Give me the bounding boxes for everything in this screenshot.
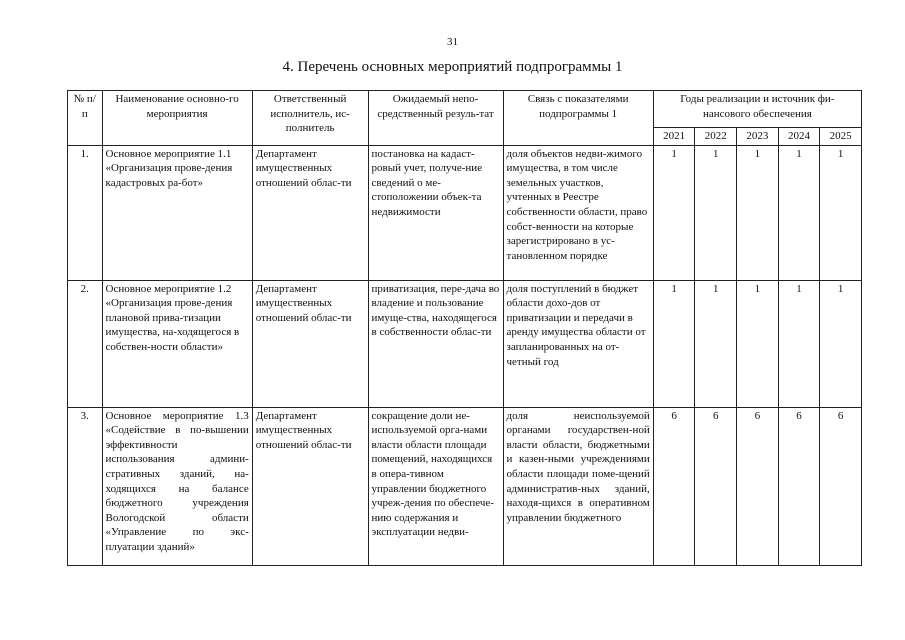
year-value: 1	[778, 145, 820, 280]
row-number: 3.	[68, 407, 103, 565]
year-value: 1	[737, 145, 779, 280]
table-row	[68, 407, 862, 565]
row-number: 1.	[68, 145, 103, 280]
header-year: 2021	[653, 128, 695, 146]
year-value: 1	[695, 145, 737, 280]
header-year: 2025	[820, 128, 862, 146]
year-value: 6	[778, 407, 820, 565]
year-value: 1	[653, 145, 695, 280]
header-year: 2022	[695, 128, 737, 146]
executor: Департамент имущественных отношений облас-ти	[252, 280, 368, 407]
document-title: 4. Перечень основных мероприятий подпрограммы 1	[282, 59, 623, 75]
year-value: 1	[820, 145, 862, 280]
expected-result: приватизация, пере-дача во владение и пользование имуще-ства, находящегося в собственности облас-ти	[368, 280, 503, 407]
indicator-link: доля объектов недви-жимого имущества, в том числе земельных участков, учтенных в Реестре собственности области, право собст-венности на которые зарегистрировано в ус-тановленном порядке	[503, 145, 653, 280]
expected-result: сокращение доли не-используемой орга-нами власти области площади помещений, находящихся в опера-тивном управлении бюджетного учреж-дения по обеспече-нию содержания и эксплуатации недви-	[368, 407, 503, 565]
year-value: 6	[820, 407, 862, 565]
year-value: 6	[653, 407, 695, 565]
header-executor: Ответственный исполнитель, ис-полнитель	[252, 91, 368, 146]
year-value: 1	[820, 280, 862, 407]
year-value: 6	[737, 407, 779, 565]
header-years-group: Годы реализации и источник фи-нансового обеспечения	[653, 91, 861, 128]
header-activity-name: Наименование основно-го мероприятия	[102, 91, 252, 146]
row-number: 2.	[68, 280, 103, 407]
executor: Департамент имущественных отношений облас-ти	[252, 145, 368, 280]
activities-table	[67, 90, 862, 566]
table-row	[68, 280, 862, 407]
header-year: 2024	[778, 128, 820, 146]
year-value: 1	[695, 280, 737, 407]
indicator-link: доля неиспользуемой органами государствен-ной власти области, бюджетными и казен-ными учреждениями области площади поме-щений административ-ных зданий, находя-щихся в оперативном управлении бюджетного	[503, 407, 653, 565]
year-value: 1	[653, 280, 695, 407]
executor: Департамент имущественных отношений облас-ти	[252, 407, 368, 565]
year-value: 6	[695, 407, 737, 565]
activity-name: Основное мероприятие 1.1 «Организация прове-дения кадастровых ра-бот»	[102, 145, 252, 280]
expected-result: постановка на кадаст-ровый учет, получе-ние сведений о ме-стоположении объек-та недвижимости	[368, 145, 503, 280]
indicator-link: доля поступлений в бюджет области дохо-дов от приватизации и передачи в аренду имущества области от запланированных на от-четный год	[503, 280, 653, 407]
page-number: 31	[447, 36, 458, 48]
table-row	[68, 145, 862, 280]
header-year: 2023	[737, 128, 779, 146]
activity-name: Основное мероприятие 1.2 «Организация прове-дения плановой прива-тизации имущества, на-ходящегося в собствен-ности области»	[102, 280, 252, 407]
header-num: № п/п	[68, 91, 103, 146]
header-indicator-link: Связь с показателями подпрограммы 1	[503, 91, 653, 146]
year-value: 1	[737, 280, 779, 407]
activity-name: Основное мероприятие 1.3 «Содействие в по-вышении эффективности использования админи-стративных зданий, на-ходящихся на балансе бюджетного учреждения Вологодской области «Управление по экс-плуатации зданий»	[102, 407, 252, 565]
header-expected-result: Ожидаемый непо-средственный резуль-тат	[368, 91, 503, 146]
year-value: 1	[778, 280, 820, 407]
